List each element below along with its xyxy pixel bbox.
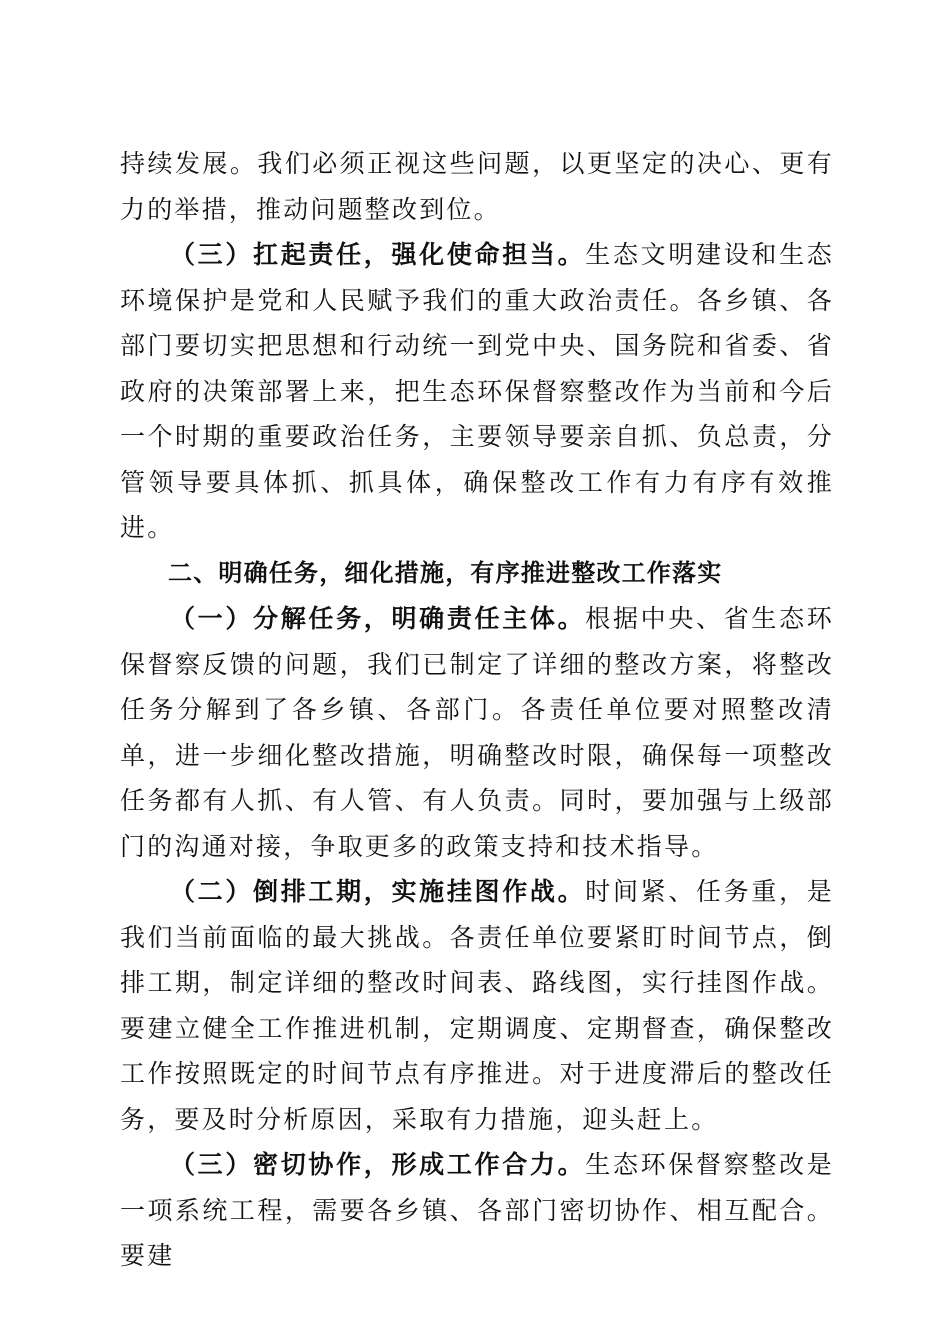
paragraph-lead: （三）密切协作，形成工作合力。 [170,1150,586,1179]
paragraph-schedule [120,869,834,1142]
paragraph-text: 时间紧、任务重，是我们当前面临的最大挑战。各责任单位要紧盯时间节点，倒排工期，制定详细的整改时间表、路线图，实行挂图作战。要建立健全工作推进机制，定期调度、定期督查，确保整改工作按照既定的时间节点有序推进。对于进度滞后的整改任务，要及时分析原因，采取有力措施，迎头赶上。 [120,877,834,1134]
paragraph-lead: （一）分解任务，明确责任主体。 [170,604,586,633]
paragraph-text: 持续发展。我们必须正视这些问题，以更坚定的决心、更有力的举措，推动问题整改到位。 [120,149,834,224]
section-heading: 二、明确任务，细化措施，有序推进整改工作落实 [168,558,723,587]
paragraph-text: 根据中央、省生态环保督察反馈的问题，我们已制定了详细的整改方案，将整改任务分解到了各乡镇、各部门。各责任单位要对照整改清单，进一步细化整改措施，明确整改时限，确保每一项整改任务都有人抓、有人管、有人负责。同时，要加强与上级部门的沟通对接，争取更多的政策支持和技术指导。 [120,604,834,861]
paragraph-text: 生态文明建设和生态环境保护是党和人民赋予我们的重大政治责任。各乡镇、各部门要切实把思想和行动统一到党中央、国务院和省委、省政府的决策部署上来，把生态环保督察整改作为当前和今后一个时期的重要政治任务，主要领导要亲自抓、负总责，分管领导要具体抓、抓具体，确保整改工作有力有序有效推进。 [120,240,834,542]
document-body [120,141,834,1279]
paragraph-lead: （三）扛起责任，强化使命担当。 [170,240,586,269]
paragraph-shoulder-responsibility [120,232,834,551]
paragraph-decompose-tasks [120,596,834,869]
paragraph-cooperation [120,1142,834,1279]
paragraph-text: 生态环保督察整改是一项系统工程，需要各乡镇、各部门密切协作、相互配合。要建 [120,1150,834,1270]
paragraph-continuation [120,141,834,232]
paragraph-lead: （二）倒排工期，实施挂图作战。 [170,877,586,906]
